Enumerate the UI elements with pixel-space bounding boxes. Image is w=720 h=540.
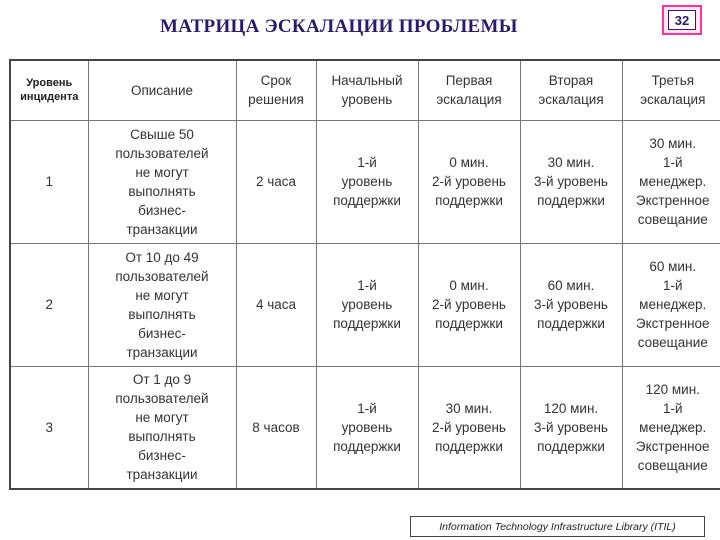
cell-line: 1-й xyxy=(662,278,683,293)
second-escalation-cell xyxy=(520,243,622,366)
cell-line: эскалация xyxy=(436,92,502,108)
third-escalation-cell xyxy=(622,120,720,243)
cell-line: совещание xyxy=(637,335,708,350)
cell-line: транзакции xyxy=(126,467,198,483)
cell-line: менеджер. xyxy=(639,297,707,312)
initial-level-cell xyxy=(316,366,418,489)
slide-number-badge xyxy=(662,5,702,35)
cell-line: транзакции xyxy=(126,344,198,360)
cell-line: бизнес- xyxy=(138,448,186,464)
cell-line: 3-й уровень xyxy=(534,174,608,189)
incident-level: 2 xyxy=(10,243,88,366)
description-cell xyxy=(88,120,236,243)
cell-line: не могут xyxy=(135,287,189,303)
cell-line: менеджер. xyxy=(639,174,707,189)
cell-line: 0 мин. xyxy=(449,155,489,170)
initial-level-cell xyxy=(316,120,418,243)
cell-line: пользователей xyxy=(115,145,209,161)
cell-line: 30 мин. xyxy=(445,400,493,416)
header-description: Описание xyxy=(88,60,236,120)
cell-line: эскалация xyxy=(538,92,604,108)
header-third-escalation xyxy=(622,60,720,120)
cell-line: 3-й уровень xyxy=(534,297,608,312)
cell-line: 0 мин. xyxy=(449,278,489,293)
cell-line: 1-й xyxy=(357,155,377,170)
cell-line: пользователей xyxy=(115,391,209,407)
cell-line: не могут xyxy=(135,164,189,180)
cell-line: решения xyxy=(248,92,304,108)
cell-line: не могут xyxy=(135,410,189,426)
initial-level-cell xyxy=(316,243,418,366)
incident-level: 3 xyxy=(10,366,88,489)
cell-line: 1-й xyxy=(662,400,683,416)
cell-line: Первая xyxy=(445,73,493,89)
term-cell: 2 часа xyxy=(236,120,316,243)
second-escalation-cell xyxy=(520,366,622,489)
cell-line: Начальный xyxy=(331,73,403,89)
cell-line: 120 мин. xyxy=(543,400,599,416)
header-row xyxy=(10,60,720,120)
cell-line: уровень xyxy=(341,297,393,312)
cell-line: 1-й xyxy=(662,155,683,170)
cell-line: поддержки xyxy=(435,193,503,208)
cell-line: инцидента xyxy=(20,91,79,104)
cell-line: поддержки xyxy=(435,438,503,454)
cell-line: 30 мин. xyxy=(547,155,595,170)
description-cell xyxy=(88,243,236,366)
cell-line: 3-й уровень xyxy=(534,419,608,435)
cell-line: совещание xyxy=(637,212,708,227)
cell-line: 2-й уровень xyxy=(432,419,506,435)
term-cell: 4 часа xyxy=(236,243,316,366)
source-caption: Information Technology Infrastructure Library (ITIL) xyxy=(410,516,705,537)
cell-line: поддержки xyxy=(435,316,503,331)
cell-line: 2-й уровень xyxy=(432,174,506,189)
first-escalation-cell xyxy=(418,120,520,243)
cell-line: уровень xyxy=(341,174,393,189)
cell-line: выполнять xyxy=(128,429,196,445)
page-title: МАТРИЦА ЭСКАЛАЦИИ ПРОБЛЕМЫ xyxy=(160,16,518,37)
incident-level: 1 xyxy=(10,120,88,243)
cell-line: Экстренное xyxy=(635,438,710,454)
cell-line: Срок xyxy=(260,73,292,89)
cell-line: Свыше 50 xyxy=(130,126,194,142)
table-row xyxy=(10,120,720,243)
cell-line: 60 мин. xyxy=(649,259,697,274)
cell-line: выполнять xyxy=(128,306,196,322)
cell-line: Уровень xyxy=(26,77,73,90)
cell-line: уровень xyxy=(341,92,393,108)
first-escalation-cell xyxy=(418,243,520,366)
header-initial-level xyxy=(316,60,418,120)
cell-line: 1-й xyxy=(357,278,377,293)
cell-line: 1-й xyxy=(357,400,377,416)
header-term xyxy=(236,60,316,120)
cell-line: бизнес- xyxy=(138,202,186,218)
second-escalation-cell xyxy=(520,120,622,243)
slide-number: 32 xyxy=(668,10,696,30)
cell-line: уровень xyxy=(341,419,393,435)
cell-line: бизнес- xyxy=(138,325,186,341)
header-second-escalation xyxy=(520,60,622,120)
cell-line: менеджер. xyxy=(639,419,707,435)
cell-line: 30 мин. xyxy=(649,136,697,151)
table-row xyxy=(10,243,720,366)
cell-line: поддержки xyxy=(537,438,605,454)
cell-line: эскалация xyxy=(640,92,706,108)
cell-line: Экстренное xyxy=(635,316,710,331)
cell-line: Третья xyxy=(651,73,695,89)
escalation-matrix-table xyxy=(9,59,720,490)
third-escalation-cell xyxy=(622,243,720,366)
first-escalation-cell xyxy=(418,366,520,489)
cell-line: транзакции xyxy=(126,221,198,237)
term-cell: 8 часов xyxy=(236,366,316,489)
header-first-escalation xyxy=(418,60,520,120)
cell-line: выполнять xyxy=(128,183,196,199)
cell-line: пользователей xyxy=(115,268,209,284)
cell-line: совещание xyxy=(637,457,708,473)
cell-line: 60 мин. xyxy=(547,278,595,293)
cell-line: От 10 до 49 xyxy=(125,249,199,265)
cell-line: От 1 до 9 xyxy=(132,372,192,388)
cell-line: 2-й уровень xyxy=(432,297,506,312)
cell-line: Экстренное xyxy=(635,193,710,208)
cell-line: поддержки xyxy=(333,438,401,454)
cell-line: поддержки xyxy=(333,316,401,331)
cell-line: поддержки xyxy=(333,193,401,208)
cell-line: поддержки xyxy=(537,316,605,331)
cell-line: Вторая xyxy=(548,73,594,89)
cell-line: 120 мин. xyxy=(645,381,700,397)
table-row xyxy=(10,366,720,489)
cell-line: поддержки xyxy=(537,193,605,208)
description-cell xyxy=(88,366,236,489)
third-escalation-cell xyxy=(622,366,720,489)
header-level xyxy=(10,60,88,120)
